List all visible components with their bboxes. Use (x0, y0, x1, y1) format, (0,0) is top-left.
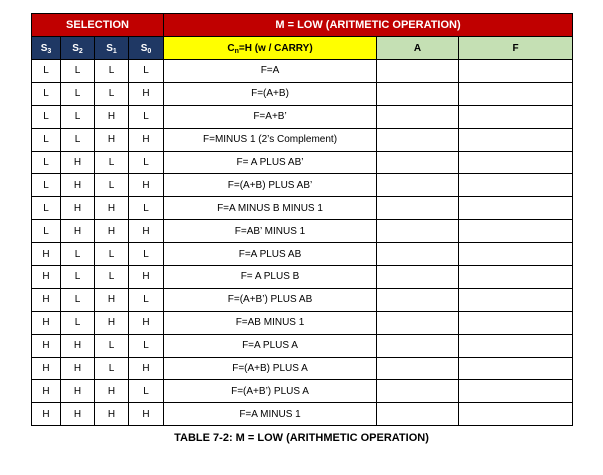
cell-s2: L (61, 82, 95, 105)
cell-s3: L (32, 105, 61, 128)
cell-operation: F=(A+B) PLUS A (164, 357, 377, 380)
cell-s0: H (129, 403, 164, 426)
cell-s1: H (95, 288, 129, 311)
cell-f (459, 174, 573, 197)
cell-s3: L (32, 220, 61, 243)
cell-s0: H (129, 220, 164, 243)
mode-header: M = LOW (ARITMETIC OPERATION) (164, 14, 573, 37)
table-row (32, 128, 573, 151)
s1-header: $S_1$ (95, 37, 129, 60)
cell-operation: F=A MINUS 1 (164, 403, 377, 426)
cell-s2: H (61, 197, 95, 220)
function-table (31, 13, 573, 426)
cell-a (377, 82, 459, 105)
cell-s0: L (129, 334, 164, 357)
table-row (32, 60, 573, 83)
cell-operation: F=(A+B’) PLUS A (164, 380, 377, 403)
cell-s2: L (61, 311, 95, 334)
cell-f (459, 128, 573, 151)
cell-s3: H (32, 288, 61, 311)
cell-a (377, 151, 459, 174)
cell-s2: H (61, 357, 95, 380)
table-row (32, 243, 573, 266)
cell-a (377, 243, 459, 266)
table-row (32, 197, 573, 220)
cell-s0: L (129, 288, 164, 311)
cell-s1: H (95, 311, 129, 334)
table-row (32, 151, 573, 174)
cell-s1: H (95, 197, 129, 220)
table-row (32, 220, 573, 243)
cell-s0: L (129, 151, 164, 174)
table-caption: TABLE 7-2: M = LOW (ARITHMETIC OPERATION) (174, 432, 429, 444)
table-row (32, 311, 573, 334)
cell-s3: L (32, 60, 61, 83)
cell-s1: L (95, 266, 129, 289)
cell-a (377, 288, 459, 311)
cell-f (459, 266, 573, 289)
cell-s1: H (95, 403, 129, 426)
cell-s2: L (61, 288, 95, 311)
cell-operation: F=AB’ MINUS 1 (164, 220, 377, 243)
cell-s2: H (61, 151, 95, 174)
cell-s1: H (95, 105, 129, 128)
cell-f (459, 311, 573, 334)
cell-s0: H (129, 174, 164, 197)
table-row (32, 403, 573, 426)
cell-s0: L (129, 380, 164, 403)
cell-operation: F=A+B’ (164, 105, 377, 128)
cell-a (377, 403, 459, 426)
cell-operation: F=A MINUS B MINUS 1 (164, 197, 377, 220)
table-row (32, 82, 573, 105)
cell-s2: L (61, 266, 95, 289)
cell-s3: L (32, 82, 61, 105)
cell-s2: L (61, 105, 95, 128)
cell-s3: H (32, 334, 61, 357)
cell-s1: L (95, 82, 129, 105)
cell-a (377, 128, 459, 151)
selection-header: SELECTION (32, 14, 164, 37)
cell-s1: H (95, 380, 129, 403)
cell-f (459, 197, 573, 220)
cell-s0: H (129, 266, 164, 289)
cell-operation: F=AB MINUS 1 (164, 311, 377, 334)
cell-f (459, 151, 573, 174)
cell-operation: F=(A+B’) PLUS AB (164, 288, 377, 311)
cell-s0: H (129, 311, 164, 334)
table-row (32, 288, 573, 311)
cell-f (459, 243, 573, 266)
cell-s3: H (32, 243, 61, 266)
cell-s3: H (32, 403, 61, 426)
table-row (32, 334, 573, 357)
cell-s2: H (61, 174, 95, 197)
cell-operation: F=A PLUS A (164, 334, 377, 357)
cell-operation: F=A PLUS AB (164, 243, 377, 266)
cell-s0: L (129, 197, 164, 220)
carry-header: $C_n=H$ (w / CARRY) (164, 37, 377, 60)
cell-s1: H (95, 128, 129, 151)
cell-operation: F=(A+B) PLUS AB’ (164, 174, 377, 197)
cell-f (459, 82, 573, 105)
cell-f (459, 105, 573, 128)
s2-header: $S_2$ (61, 37, 95, 60)
s0-header: $S_0$ (129, 37, 164, 60)
cell-s1: L (95, 151, 129, 174)
cell-f (459, 380, 573, 403)
cell-operation: F=(A+B) (164, 82, 377, 105)
a-column-header: A (377, 37, 459, 60)
cell-s3: H (32, 311, 61, 334)
cell-s2: L (61, 243, 95, 266)
cell-f (459, 220, 573, 243)
cell-s2: H (61, 380, 95, 403)
cell-s1: L (95, 334, 129, 357)
cell-a (377, 357, 459, 380)
header-row-columns (32, 37, 573, 60)
cell-operation: F=A (164, 60, 377, 83)
cell-a (377, 220, 459, 243)
cell-f (459, 403, 573, 426)
table-body (32, 60, 573, 426)
cell-f (459, 334, 573, 357)
f-column-header: F (459, 37, 573, 60)
cell-s3: H (32, 380, 61, 403)
cell-s3: L (32, 128, 61, 151)
cell-operation: F=MINUS 1 (2’s Complement) (164, 128, 377, 151)
table-row (32, 266, 573, 289)
cell-a (377, 174, 459, 197)
cell-s2: H (61, 403, 95, 426)
cell-a (377, 334, 459, 357)
cell-s1: H (95, 220, 129, 243)
table-row (32, 380, 573, 403)
cell-s3: L (32, 197, 61, 220)
cell-s3: H (32, 266, 61, 289)
cell-a (377, 60, 459, 83)
cell-s1: L (95, 243, 129, 266)
cell-s0: H (129, 357, 164, 380)
cell-a (377, 380, 459, 403)
cell-s3: L (32, 151, 61, 174)
cell-s0: L (129, 243, 164, 266)
cell-f (459, 357, 573, 380)
cell-s3: L (32, 174, 61, 197)
cell-a (377, 105, 459, 128)
cell-s1: L (95, 174, 129, 197)
cell-f (459, 60, 573, 83)
cell-s1: L (95, 357, 129, 380)
cell-s1: L (95, 60, 129, 83)
cell-s2: L (61, 128, 95, 151)
table-row (32, 174, 573, 197)
cell-a (377, 266, 459, 289)
cell-operation: F= A PLUS AB’ (164, 151, 377, 174)
cell-s2: L (61, 60, 95, 83)
cell-s3: H (32, 357, 61, 380)
cell-a (377, 311, 459, 334)
table-row (32, 357, 573, 380)
cell-s0: L (129, 105, 164, 128)
s3-header: $S_3$ (32, 37, 61, 60)
cell-a (377, 197, 459, 220)
cell-s0: H (129, 82, 164, 105)
table-row (32, 105, 573, 128)
cell-f (459, 288, 573, 311)
header-row-top (32, 14, 573, 37)
cell-operation: F= A PLUS B (164, 266, 377, 289)
cell-s0: H (129, 128, 164, 151)
cell-s2: H (61, 334, 95, 357)
cell-s0: L (129, 60, 164, 83)
cell-s2: H (61, 220, 95, 243)
